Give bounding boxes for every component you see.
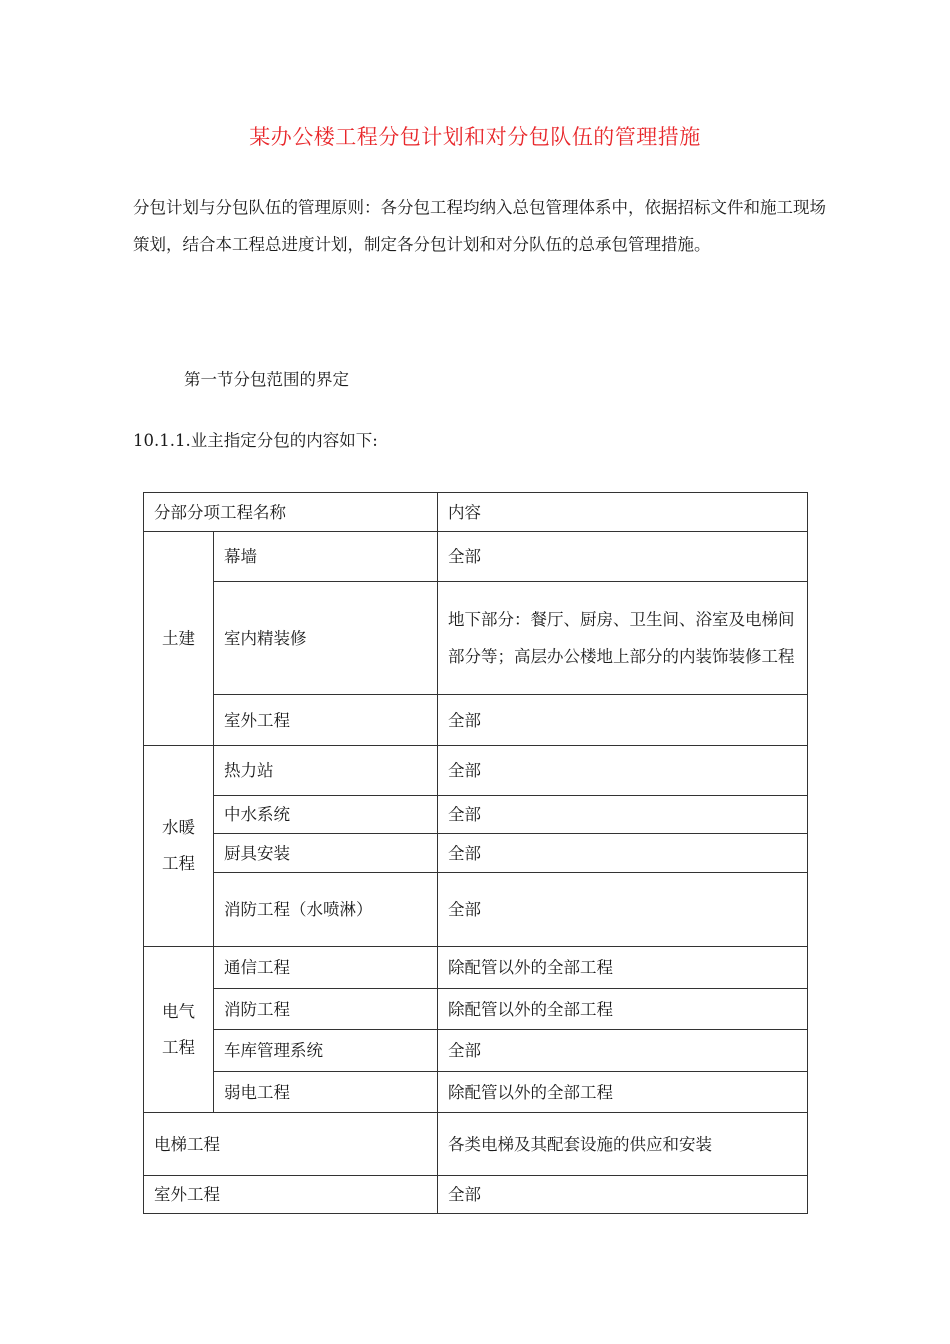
section-heading: 第一节分包范围的界定 bbox=[184, 370, 349, 389]
category-line: 水暖 bbox=[162, 818, 195, 837]
header-content: 内容 bbox=[438, 493, 808, 532]
item-cell: 电梯工程 bbox=[144, 1113, 438, 1176]
category-cell bbox=[144, 746, 214, 947]
item-cell: 中水系统 bbox=[214, 796, 438, 834]
table-row bbox=[144, 1030, 808, 1072]
item-cell: 车库管理系统 bbox=[214, 1030, 438, 1072]
content-cell: 地下部分：餐厅、厨房、卫生间、浴室及电梯间部分等；高层办公楼地上部分的内装饰装修工程 bbox=[438, 582, 808, 695]
item-cell: 室外工程 bbox=[144, 1176, 438, 1214]
content-cell: 全部 bbox=[438, 834, 808, 873]
item-cell: 消防工程（水喷淋） bbox=[214, 873, 438, 947]
item-cell: 幕墙 bbox=[214, 532, 438, 582]
table-row bbox=[144, 532, 808, 582]
content-cell: 全部 bbox=[438, 1030, 808, 1072]
content-cell: 除配管以外的全部工程 bbox=[438, 947, 808, 989]
content-cell: 除配管以外的全部工程 bbox=[438, 989, 808, 1030]
content-cell: 全部 bbox=[438, 532, 808, 582]
item-cell: 厨具安装 bbox=[214, 834, 438, 873]
intro-paragraph: 分包计划与分包队伍的管理原则：各分包工程均纳入总包管理体系中，依据招标文件和施工现场策划，结合本工程总进度计划，制定各分包计划和对分队伍的总承包管理措施。 bbox=[133, 198, 826, 254]
content-cell: 全部 bbox=[438, 695, 808, 746]
subheading: 10.1.1.业主指定分包的内容如下: bbox=[133, 431, 378, 450]
table-row bbox=[144, 989, 808, 1030]
table-row bbox=[144, 1072, 808, 1113]
item-cell: 热力站 bbox=[214, 746, 438, 796]
category-cell bbox=[144, 947, 214, 1113]
content-cell: 全部 bbox=[438, 746, 808, 796]
table-row bbox=[144, 746, 808, 796]
item-cell: 室外工程 bbox=[214, 695, 438, 746]
content-cell: 除配管以外的全部工程 bbox=[438, 1072, 808, 1113]
category-line: 电气 bbox=[162, 1001, 195, 1021]
table-row bbox=[144, 796, 808, 834]
table-row bbox=[144, 695, 808, 746]
category-cell: 土建 bbox=[144, 532, 214, 746]
item-cell: 室内精装修 bbox=[214, 582, 438, 695]
table-row bbox=[144, 582, 808, 695]
content-cell: 全部 bbox=[438, 873, 808, 947]
subcontract-scope-table bbox=[143, 492, 808, 1214]
table-row bbox=[144, 947, 808, 989]
table-row bbox=[144, 1176, 808, 1214]
content-cell: 全部 bbox=[438, 1176, 808, 1214]
item-cell: 通信工程 bbox=[214, 947, 438, 989]
document-title: 某办公楼工程分包计划和对分包队伍的管理措施 bbox=[249, 125, 701, 149]
content-cell: 各类电梯及其配套设施的供应和安装 bbox=[438, 1113, 808, 1176]
table-row bbox=[144, 873, 808, 947]
table-row bbox=[144, 834, 808, 873]
table-row bbox=[144, 1113, 808, 1176]
content-cell: 全部 bbox=[438, 796, 808, 834]
category-line: 工程 bbox=[162, 854, 195, 873]
table-header-row bbox=[144, 493, 808, 532]
item-cell: 消防工程 bbox=[214, 989, 438, 1030]
item-cell: 弱电工程 bbox=[214, 1072, 438, 1113]
header-item: 分部分项工程名称 bbox=[144, 493, 438, 532]
category-line: 工程 bbox=[162, 1037, 195, 1057]
